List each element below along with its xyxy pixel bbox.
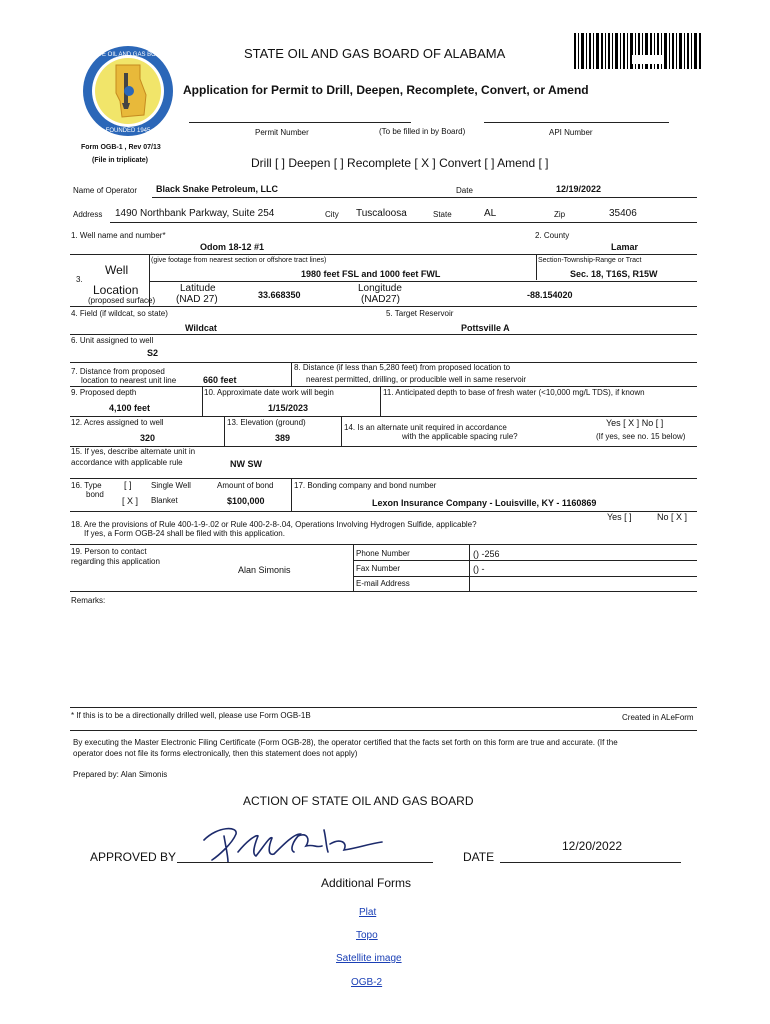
county-label: 2. County <box>535 231 570 240</box>
latitude-value: 33.668350 <box>258 290 301 300</box>
single-well-label: Single Well <box>151 481 191 490</box>
action-date-line <box>500 862 681 863</box>
work-date-label: 10. Approximate date work will begin <box>204 388 334 397</box>
remarks-label: Remarks: <box>71 596 106 605</box>
contact-label-2: regarding this application <box>71 557 160 566</box>
board-fill-label: (To be filled in by Board) <box>379 127 466 136</box>
alternate-unit-yes-no[interactable]: Yes [ X ] No [ ] <box>606 418 664 428</box>
longitude-value: -88.154020 <box>527 290 573 300</box>
row9-divider-1 <box>202 386 203 416</box>
date-label: Date <box>456 186 473 195</box>
distance-unit-label-1: 7. Distance from proposed <box>71 367 165 376</box>
permit-number-label: Permit Number <box>255 128 309 137</box>
approved-by-label: APPROVED BY <box>90 850 177 864</box>
permit-number-line[interactable] <box>189 122 411 123</box>
row3-line <box>70 306 697 307</box>
item-3-number: 3. <box>76 275 83 284</box>
action-title: ACTION OF STATE OIL AND GAS BOARD <box>243 794 474 808</box>
fax-label: Fax Number <box>356 564 401 573</box>
work-type-options[interactable]: Drill [ ] Deepen [ ] Recomplete [ X ] Convert [ ] Amend [ ] <box>251 156 549 170</box>
row12-divider-1 <box>224 416 225 446</box>
remarks-bottom-line <box>70 730 697 731</box>
footage-value: 1980 feet FSL and 1000 feet FWL <box>301 269 441 279</box>
address-label: Address <box>73 210 103 219</box>
blanket-checkbox[interactable]: [ X ] <box>122 496 139 506</box>
distance-unit-label-2: location to nearest unit line <box>81 376 177 385</box>
distance-unit-value: 660 feet <box>203 375 237 385</box>
field-label: 4. Field (if wildcat, so state) <box>71 309 168 318</box>
well-name-label: 1. Well name and number* <box>71 231 166 240</box>
depth-value: 4,100 feet <box>109 403 151 413</box>
fax-value: () - <box>473 564 485 574</box>
contact-divider-2 <box>469 544 470 591</box>
h2s-yes[interactable]: Yes [ ] <box>607 512 632 522</box>
city-value: Tuscaloosa <box>356 208 407 219</box>
barcode-image <box>574 33 702 69</box>
alternate-rule-label-2: accordance with applicable rule <box>71 458 183 467</box>
city-label: City <box>325 210 339 219</box>
reservoir-label: 5. Target Reservoir <box>386 309 454 318</box>
bond-type-label-2: bond <box>86 490 104 499</box>
alternate-rule-label-1: 15. If yes, describe alternate unit in <box>71 447 196 456</box>
unit-value: S2 <box>147 348 159 358</box>
form-title: STATE OIL AND GAS BOARD OF ALABAMA <box>244 46 506 61</box>
latitude-datum: (NAD 27) <box>176 294 218 305</box>
contact-name: Alan Simonis <box>238 565 291 575</box>
link-satellite-image[interactable]: Satellite image <box>336 953 402 964</box>
distance-well-label-1: 8. Distance (if less than 5,280 feet) from proposed location to <box>294 363 511 372</box>
row9-line <box>70 416 697 417</box>
link-plat[interactable]: Plat <box>359 907 377 918</box>
footage-line <box>149 281 697 282</box>
acres-label: 12. Acres assigned to well <box>71 418 164 427</box>
bond-divider <box>291 478 292 512</box>
state-value: AL <box>484 208 497 219</box>
svg-text:STATE OIL AND GAS BOARD: STATE OIL AND GAS BOARD <box>87 52 169 58</box>
additional-forms-heading: Additional Forms <box>321 876 412 890</box>
operator-value: Black Snake Petroleum, LLC <box>156 184 279 194</box>
elevation-value: 389 <box>275 433 291 443</box>
str-divider <box>536 254 537 280</box>
bond-amount-value: $100,000 <box>227 496 265 506</box>
row15-line <box>70 478 697 479</box>
fax-line <box>353 576 697 577</box>
operator-line <box>152 197 697 198</box>
signature-image <box>198 822 388 864</box>
contact-label-1: 19. Person to contact <box>71 547 147 556</box>
action-date-label: DATE <box>463 850 495 864</box>
row1-line <box>70 254 697 255</box>
row19-line <box>70 591 697 592</box>
footage-note: (give footage from nearest section or offshore tract lines) <box>151 257 327 264</box>
operator-label: Name of Operator <box>73 186 138 195</box>
well-heading: Well <box>105 263 129 277</box>
row12-divider-2 <box>341 416 342 446</box>
county-value: Lamar <box>611 242 639 252</box>
certification-line-1: By executing the Master Electronic Filing Certificate (Form OGB-28), the operator certified that the facts set forth on this form are true and accurate. (If the <box>73 738 618 747</box>
phone-value: () -256 <box>473 549 500 559</box>
row9-divider-2 <box>380 386 381 416</box>
row18-line <box>70 544 697 545</box>
bond-type-label-1: 16. Type <box>71 481 102 490</box>
alternate-unit-label-2: with the applicable spacing rule? <box>402 432 518 441</box>
action-date-value: 12/20/2022 <box>562 839 623 853</box>
single-well-checkbox[interactable]: [ ] <box>124 480 132 490</box>
state-seal-logo <box>82 45 174 137</box>
row7-divider <box>291 362 292 386</box>
zip-label: Zip <box>554 210 566 219</box>
fresh-water-label: 11. Anticipated depth to base of fresh water (<10,000 mg/L TDS), if known <box>383 388 645 397</box>
unit-label: 6. Unit assigned to well <box>71 336 154 345</box>
location-heading: Location <box>93 283 139 297</box>
bond-amount-label: Amount of bond <box>217 481 274 490</box>
elevation-label: 13. Elevation (ground) <box>227 418 306 427</box>
link-topo[interactable]: Topo <box>356 930 378 941</box>
h2s-label-1: 18. Are the provisions of Rule 400-1-9-.02 or Rule 400-2-8-.04, Operations Involving Hydrogen Sulfide, applicable? <box>71 520 477 529</box>
well-name-value: Odom 18-12 #1 <box>200 242 265 252</box>
row7-line <box>70 386 697 387</box>
remarks-top-line <box>70 707 697 708</box>
longitude-label: Longitude <box>358 283 402 294</box>
bonding-company-value: Lexon Insurance Company - Louisville, KY - 1160869 <box>372 498 597 508</box>
row4-line <box>70 334 697 335</box>
alternate-rule-value: NW SW <box>230 459 262 469</box>
h2s-no[interactable]: No [ X ] <box>657 512 688 522</box>
api-number-line[interactable] <box>484 122 669 123</box>
reservoir-value: Pottsville A <box>461 323 510 333</box>
svg-text:FOUNDED 1945: FOUNDED 1945 <box>105 128 151 134</box>
blanket-label: Blanket <box>151 496 178 505</box>
latitude-label: Latitude <box>180 283 216 294</box>
work-date-value: 1/15/2023 <box>268 403 309 413</box>
alternate-unit-label-1: 14. Is an alternate unit required in accordance <box>344 423 507 432</box>
field-value: Wildcat <box>185 323 217 333</box>
contact-divider-1 <box>353 544 354 591</box>
bonding-company-label: 17. Bonding company and bond number <box>294 481 437 490</box>
state-label: State <box>433 210 452 219</box>
email-label: E-mail Address <box>356 579 410 588</box>
link-ogb-2[interactable]: OGB-2 <box>351 977 383 988</box>
date-value: 12/19/2022 <box>556 184 602 194</box>
address-value: 1490 Northbank Parkway, Suite 254 <box>115 208 275 219</box>
api-number-label: API Number <box>549 128 593 137</box>
prepared-by: Prepared by: Alan Simonis <box>73 770 168 779</box>
h2s-label-2: If yes, a Form OGB-24 shall be filed with this application. <box>84 529 285 538</box>
directional-note: * If this is to be a directionally drilled well, please use Form OGB-1B <box>71 711 311 720</box>
str-value: Sec. 18, T16S, R15W <box>570 269 658 279</box>
alternate-unit-note: (If yes, see no. 15 below) <box>596 432 686 441</box>
proposed-surface-label: (proposed surface) <box>88 296 156 305</box>
form-subtitle: Application for Permit to Drill, Deepen, Recomplete, Convert, or Amend <box>183 83 589 97</box>
created-note: Created in ALeForm <box>622 713 694 722</box>
file-triplicate-note: (File in triplicate) <box>92 157 149 164</box>
distance-well-label-2: nearest permitted, drilling, or producible well in same reservoir <box>306 375 527 384</box>
form-id: Form OGB-1 , Rev 07/13 <box>81 144 161 151</box>
depth-label: 9. Proposed depth <box>71 388 137 397</box>
address-line <box>110 222 697 223</box>
longitude-datum: (NAD27) <box>361 294 400 305</box>
approved-by-line <box>177 862 433 863</box>
acres-value: 320 <box>140 433 156 443</box>
row16-line <box>70 511 697 512</box>
zip-value: 35406 <box>609 208 637 219</box>
phone-label: Phone Number <box>356 549 410 558</box>
certification-line-2: operator does not file its forms electronically, then this statement does not apply) <box>73 749 358 758</box>
phone-line <box>353 560 697 561</box>
str-label: Section-Township-Range or Tract <box>538 257 642 264</box>
